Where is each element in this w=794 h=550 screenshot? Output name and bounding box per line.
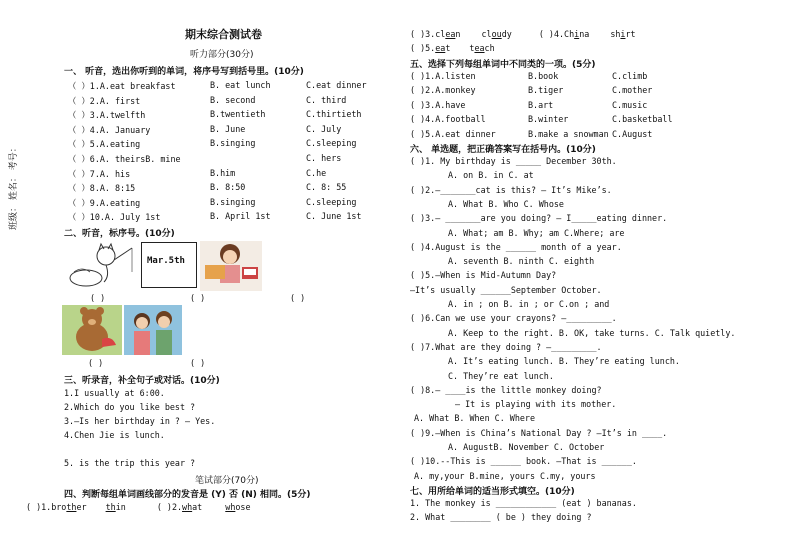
q6-line: ( )8.— ____is the little monkey doing?: [410, 384, 602, 395]
cat-fishing-picture: [66, 242, 136, 288]
page-title: 期末综合测试卷: [185, 28, 262, 41]
q5-option: C.basketball: [612, 114, 673, 125]
q3-line-5: 5. is the trip this year ?: [64, 458, 196, 468]
q6-line: ( )3.— _______are you doing? — I_____eating dinner.: [410, 213, 668, 224]
q5-option: C.August: [612, 128, 653, 139]
q6-line: A. It’s eating lunch. B. They’re eating lunch.: [448, 356, 680, 367]
q1-option: B.singing: [210, 196, 256, 207]
q2-paren-3: ( ): [290, 293, 306, 303]
q1-title: 一、 听音，选出你听到的单词，将序号写到括号里。(10分): [64, 67, 304, 77]
q6-line: ( )5.—When is Mid-Autumn Day?: [410, 270, 557, 281]
q1-option: C. third: [306, 94, 347, 105]
written-header: 笔试部分(70分): [195, 476, 259, 486]
q5-option: B.book: [528, 71, 559, 81]
q3-title: 三、听录音，补全句子或对话。(10分): [64, 376, 220, 386]
q2-paren-5: ( ): [190, 358, 206, 368]
children-eating-picture: [124, 305, 182, 355]
q5-option: B.winter: [528, 114, 569, 125]
q6-line: A. AugustB. November C. October: [448, 442, 605, 452]
q3-line-4: 4.Chen Jie is lunch.: [64, 430, 165, 440]
q6-line: —It’s usually ______September October.: [410, 284, 602, 295]
q7-line-1: 1. The monkey is ____________ (eat ) bananas.: [410, 498, 637, 508]
q6-line: ( )1. My birthday is _____ December 30th.: [410, 156, 617, 166]
q6-line: A. What B. Who C. Whose: [448, 198, 564, 209]
q6-line: A. What; am B. Why; am C.Where; are: [448, 227, 625, 238]
q1-option: C.he: [306, 167, 327, 178]
q1-option: C. hers: [306, 153, 342, 163]
q6-line: — It is playing with its mother.: [455, 399, 617, 410]
q1-option: （ ）10.A. July 1st: [68, 212, 161, 223]
q2-paren-4: ( ): [88, 358, 104, 368]
q6-title: 六、 单选题，把正确答案写在括号内。(10分): [410, 145, 596, 155]
q1-option: C.thirtieth: [306, 109, 362, 120]
date-card-text: Mar.5th: [147, 256, 185, 266]
listening-header: 听力部分(30分): [190, 50, 254, 60]
q4-title: 四、判断每组单词画线部分的发音是 (Y) 否 (N) 相同。(5分): [64, 490, 311, 500]
q1-option: （ ）2.A. first: [68, 95, 141, 106]
q6-line: A. What B. When C. Where: [414, 413, 536, 424]
q4-row-2: ( )3.clean cloudy ( )4.China shirt: [410, 29, 636, 39]
q4-row-1: ( )1.brother thin ( )2.what whose: [26, 502, 251, 512]
q5-option: ( )5.A.eat dinner: [410, 128, 496, 139]
q5-option: ( )3.A.have: [410, 99, 466, 110]
q2-title: 二、听音，标序号。(10分): [64, 229, 175, 239]
q1-option: B. June: [210, 123, 246, 134]
bears-picture: [62, 305, 122, 355]
q1-option: B.twentieth: [210, 109, 266, 120]
q1-option: （ ）5.A.eating: [68, 139, 141, 150]
date-card: [141, 242, 197, 288]
q5-option: ( )1.A.listen: [410, 71, 476, 81]
q6-line: ( )9.—When is China’s National Day ? —It’s in ____.: [410, 427, 668, 438]
q5-option: B.tiger: [528, 85, 564, 96]
q1-option: （ ）7.A. his: [68, 168, 131, 179]
q1-option: C.sleeping: [306, 196, 357, 207]
q6-line: ( )2.—_______cat is this? — It’s Mike’s.: [410, 184, 612, 195]
q5-option: C.mother: [612, 85, 653, 96]
q1-option: B. April 1st: [210, 211, 271, 222]
q3-line-1: 1.I usually at 6:00.: [64, 388, 165, 398]
q1-option: （ ）1.A.eat breakfast: [68, 81, 176, 91]
q2-paren-1: ( ): [90, 293, 106, 303]
q5-option: ( )4.A.football: [410, 114, 486, 125]
q3-line-3: 3.—Is her birthday in ? — Yes.: [64, 416, 216, 426]
q1-option: C.sleeping: [306, 138, 357, 149]
q6-line: A. my,your B.mine, yours C.my, yours: [414, 470, 596, 481]
q5-title: 五、选择下列每组单词中不同类的一项。(5分): [410, 60, 596, 70]
q1-option: B.singing: [210, 138, 256, 149]
q6-line: A. on B. in C. at: [448, 170, 534, 181]
q2-paren-2: ( ): [190, 293, 206, 303]
q6-line: ( )7.What are they doing ? —_________.: [410, 341, 602, 352]
q6-line: ( )4.August is the ______ month of a year.: [410, 241, 622, 252]
q7-line-2: 2. What ________ ( be ) they doing ?: [410, 512, 592, 522]
q1-option: B. 8:50: [210, 182, 246, 193]
q1-option: （ ）4.A. January: [68, 124, 151, 135]
q1-option: C. 8: 55: [306, 182, 347, 193]
q7-title: 七、用所给单词的适当形式填空。(10分): [410, 487, 575, 497]
q1-option: （ ）6.A. theirsB. mine: [68, 154, 181, 164]
girl-reading-picture: [200, 241, 262, 291]
q5-option: C.music: [612, 99, 648, 110]
q1-option: （ ）9.A.eating: [68, 197, 141, 208]
q5-option: C.climb: [612, 71, 648, 81]
q1-option: B. eat lunch: [210, 80, 271, 90]
q1-option: B. second: [210, 94, 256, 105]
student-info-sidebar: [6, 120, 22, 240]
q1-option: B.him: [210, 167, 236, 178]
q1-option: （ ）3.A.twelfth: [68, 110, 146, 121]
q6-line: A. seventh B. ninth C. eighth: [448, 256, 595, 267]
q1-option: C. July: [306, 123, 342, 134]
q6-line: A. Keep to the right. B. OK, take turns. C. Talk quietly.: [448, 327, 736, 338]
q1-option: （ ）8.A. 8:15: [68, 183, 136, 194]
student-info-text: 班级： 姓名： 考号：: [9, 143, 19, 230]
q1-option: C. June 1st: [306, 211, 362, 222]
q6-line: ( )10.--This is ______ book. —That is ______.: [410, 456, 637, 467]
q6-line: A. in ; on B. in ; or C.on ; and: [448, 299, 610, 309]
q5-option: B.make a snowman: [528, 128, 609, 139]
q5-option: ( )2.A.monkey: [410, 85, 476, 96]
q4-row-3: ( )5.eat teach: [410, 43, 495, 53]
q6-line: C. They’re eat lunch.: [448, 370, 554, 381]
q5-option: B.art: [528, 99, 554, 110]
q3-line-2: 2.Which do you like best ?: [64, 402, 196, 412]
q1-option: C.eat dinner: [306, 80, 367, 90]
q6-line: ( )6.Can we use your crayons? —_________.: [410, 313, 617, 324]
